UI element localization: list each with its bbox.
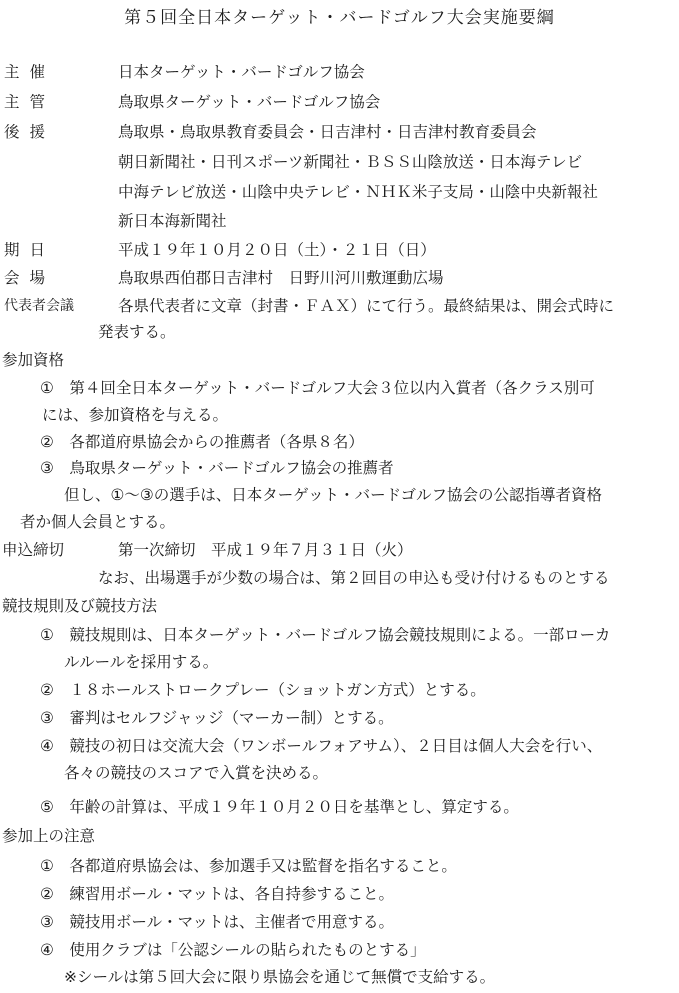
qualification-line: ① 第４回全日本ターゲット・バードゴルフ大会３位以内入賞者（各クラス別可 [40,379,595,397]
support-line: 中海テレビ放送・山陰中央テレビ・ＮＨＫ米子支局・山陰中央新報社 [118,183,598,201]
rules-line: ② １８ホールストロークプレー（ショットガン方式）とする。 [40,681,486,699]
organizer-label: 主催 [4,63,56,81]
venue-value: 鳥取県西伯郡日吉津村 日野川河川敷運動広場 [118,269,444,287]
qualification-line: には、参加資格を与える。 [42,406,229,424]
rep-meeting-line: 発表する。 [98,323,176,341]
rep-meeting-label: 代表者会議 [4,298,74,314]
qualification-line: 但し、①〜③の選手は、日本ターゲット・バードゴルフ協会の公認指導者資格 [64,486,603,504]
qualification-line: ② 各都道府県協会からの推薦者（各県８名） [40,433,364,451]
notes-line: ① 各都道府県協会は、参加選手又は監督を指名すること。 [40,857,457,875]
support-line: 新日本海新聞社 [118,212,227,230]
notes-line: ② 練習用ボール・マットは、各自持参すること。 [40,885,394,903]
manager-value: 鳥取県ターゲット・バードゴルフ協会 [118,93,381,111]
deadline-label: 申込締切 [2,541,65,559]
rules-heading: 競技規則及び競技方法 [2,597,158,615]
deadline-note: なお、出場選手が少数の場合は、第２回目の申込も受け付けるものとする [98,569,610,587]
qualification-line: ③ 鳥取県ターゲット・バードゴルフ協会の推薦者 [40,459,394,477]
notes-line: ③ 競技用ボール・マットは、主催者で用意する。 [40,913,394,931]
rules-line: ④ 競技の初日は交流大会（ワンボールフォアサム）、２日目は個人大会を行い、 [40,737,603,755]
date-label: 期日 [4,241,56,259]
qualification-heading: 参加資格 [2,351,65,369]
support-label: 後援 [4,123,56,141]
organizer-value: 日本ターゲット・バードゴルフ協会 [118,63,365,81]
date-value: 平成１９年１０月２０日（土）・２１日（日） [118,241,436,259]
rules-line: ③ 審判はセルフジャッジ（マーカー制）とする。 [40,709,394,727]
rules-line: 各々の競技のスコアで入賞を決める。 [64,764,328,782]
manager-label: 主管 [4,93,56,111]
rules-line: ① 競技規則は、日本ターゲット・バードゴルフ協会競技規則による。一部ローカ [40,626,611,644]
deadline-value: 第一次締切 平成１９年７月３１日（火） [118,541,413,559]
notes-line: ④ 使用クラブは「公認シールの貼られたものとする」 [40,941,426,959]
venue-label: 会場 [4,269,56,287]
support-line: 鳥取県・鳥取県教育委員会・日吉津村・日吉津村教育委員会 [118,123,537,141]
rules-line: ルルールを採用する。 [64,653,219,671]
support-line: 朝日新聞社・日刊スポーツ新聞社・ＢＳＳ山陰放送・日本海テレビ [118,153,583,171]
qualification-line: 者か個人会員とする。 [20,513,176,531]
notes-heading: 参加上の注意 [2,827,96,845]
rules-line: ⑤ 年齢の計算は、平成１９年１０月２０日を基準とし、算定する。 [40,798,519,816]
notes-line: ※シールは第５回大会に限り県協会を通じて無償で支給する。 [64,968,496,986]
rep-meeting-line: 各県代表者に文章（封書・ＦＡＸ）にて行う。最終結果は、開会式時に [118,297,615,315]
document-title: 第５回全日本ターゲット・バードゴルフ大会実施要綱 [124,8,555,28]
